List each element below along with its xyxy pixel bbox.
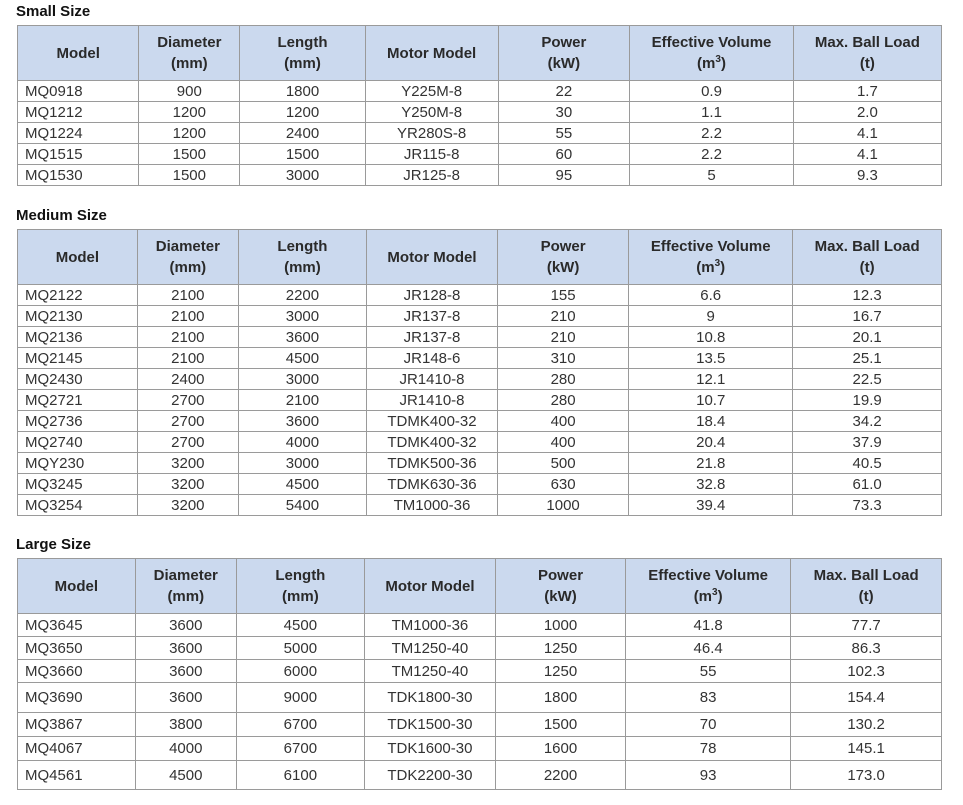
cell-motor-model: TDK1600-30 — [364, 737, 495, 761]
table-row — [18, 144, 942, 165]
cell-max-ball-load: 40.5 — [793, 453, 942, 474]
cell-max-ball-load: 102.3 — [791, 660, 942, 683]
cell-motor-model: Y225M-8 — [365, 81, 498, 102]
cell-power: 280 — [498, 390, 629, 411]
cell-diameter: 2100 — [137, 348, 238, 369]
cell-max-ball-load: 86.3 — [791, 637, 942, 660]
cell-model: MQ2130 — [18, 306, 138, 327]
cell-power: 22 — [498, 81, 630, 102]
cell-length: 4000 — [238, 432, 366, 453]
header-max-ball-load-label: Max. Ball Load — [813, 567, 919, 584]
section-title-small-size: Small Size — [16, 3, 91, 20]
header-power-unit: (kW) — [544, 588, 577, 605]
cell-power: 210 — [498, 327, 629, 348]
cell-power: 310 — [498, 348, 629, 369]
cell-length: 2100 — [238, 390, 366, 411]
cell-max-ball-load: 22.5 — [793, 369, 942, 390]
header-effective-volume — [630, 26, 794, 81]
cell-effective-volume: 10.8 — [629, 327, 793, 348]
cell-effective-volume: 13.5 — [629, 348, 793, 369]
cell-length: 5400 — [238, 495, 366, 516]
table-row — [18, 495, 942, 516]
header-power-label: Power — [541, 34, 587, 51]
cell-max-ball-load: 145.1 — [791, 737, 942, 761]
cell-motor-model: TM1250-40 — [364, 637, 495, 660]
cell-length: 6000 — [236, 660, 364, 683]
cell-effective-volume: 78 — [626, 737, 791, 761]
cell-effective-volume: 70 — [626, 713, 791, 737]
header-max-ball-load — [793, 26, 941, 81]
cell-model: MQ3867 — [18, 713, 136, 737]
header-diameter-label: Diameter — [157, 34, 222, 51]
cell-power: 630 — [498, 474, 629, 495]
header-length — [238, 230, 366, 285]
table-header-row — [18, 26, 942, 81]
cell-motor-model: YR280S-8 — [365, 123, 498, 144]
cell-power: 400 — [498, 411, 629, 432]
cell-motor-model: JR125-8 — [365, 165, 498, 186]
cell-effective-volume: 9 — [629, 306, 793, 327]
table-row — [18, 348, 942, 369]
cell-motor-model: JR148-6 — [366, 348, 497, 369]
cell-model: MQ1530 — [18, 165, 139, 186]
cell-model: MQ3660 — [18, 660, 136, 683]
spec-table-small-size — [17, 25, 942, 186]
cell-diameter: 1500 — [139, 144, 240, 165]
cell-diameter: 3200 — [137, 474, 238, 495]
cell-effective-volume: 83 — [626, 683, 791, 713]
cell-power: 1250 — [495, 660, 625, 683]
cell-length: 4500 — [238, 474, 366, 495]
header-effective-volume — [629, 230, 793, 285]
cell-effective-volume: 18.4 — [629, 411, 793, 432]
unit-suffix: ) — [717, 588, 723, 605]
cell-length: 2200 — [238, 285, 366, 306]
cell-diameter: 3600 — [135, 683, 236, 713]
spec-table-medium-size — [17, 229, 942, 516]
header-diameter-label: Diameter — [155, 238, 220, 255]
unit-prefix: (m — [697, 55, 716, 72]
cell-max-ball-load: 4.1 — [793, 123, 941, 144]
cell-max-ball-load: 73.3 — [793, 495, 942, 516]
unit-exponent: 3 — [715, 54, 721, 65]
header-effective-volume — [626, 559, 791, 614]
cell-motor-model: JR137-8 — [366, 306, 497, 327]
cell-diameter: 3600 — [135, 637, 236, 660]
cell-motor-model: JR1410-8 — [366, 369, 497, 390]
cell-model: MQ2721 — [18, 390, 138, 411]
table-row — [18, 123, 942, 144]
cell-model: MQ3650 — [18, 637, 136, 660]
cell-length: 9000 — [236, 683, 364, 713]
unit-exponent: 3 — [714, 258, 721, 269]
cell-power: 95 — [498, 165, 630, 186]
cell-motor-model: TM1250-40 — [364, 660, 495, 683]
table-row — [18, 369, 942, 390]
table-row — [18, 474, 942, 495]
table-row — [18, 165, 942, 186]
cell-max-ball-load: 77.7 — [791, 614, 942, 637]
cell-power: 500 — [498, 453, 629, 474]
header-max-ball-load-label: Max. Ball Load — [814, 34, 920, 51]
cell-motor-model: Y250M-8 — [365, 102, 498, 123]
table-row — [18, 285, 942, 306]
cell-effective-volume: 1.1 — [630, 102, 794, 123]
header-diameter — [139, 26, 240, 81]
header-effective-volume-label: Effective Volume — [648, 567, 769, 584]
cell-motor-model: TDMK630-36 — [366, 474, 497, 495]
header-diameter-unit: (mm) — [169, 259, 207, 276]
header-effective-volume-unit — [626, 586, 790, 607]
cell-power: 1000 — [495, 614, 625, 637]
cell-power: 60 — [498, 144, 630, 165]
header-power — [495, 559, 625, 614]
cell-diameter: 3200 — [137, 453, 238, 474]
cell-model: MQ2430 — [18, 369, 138, 390]
cell-length: 4500 — [238, 348, 366, 369]
cell-diameter: 2400 — [137, 369, 238, 390]
cell-length: 3000 — [238, 453, 366, 474]
table-row — [18, 327, 942, 348]
header-effective-volume-unit — [630, 53, 793, 74]
table-row — [18, 411, 942, 432]
header-length-unit: (mm) — [284, 259, 321, 276]
table-header-row — [18, 230, 942, 285]
cell-motor-model: TDMK400-32 — [366, 432, 497, 453]
cell-model: MQ0918 — [18, 81, 139, 102]
header-model-label: Model — [55, 248, 100, 266]
cell-diameter: 3200 — [137, 495, 238, 516]
cell-model: MQ1515 — [18, 144, 139, 165]
cell-model: MQ3245 — [18, 474, 138, 495]
cell-max-ball-load: 9.3 — [793, 165, 941, 186]
cell-length: 2400 — [240, 123, 366, 144]
cell-model: MQ1224 — [18, 123, 139, 144]
header-model-label: Model — [54, 577, 99, 595]
header-model-label: Model — [56, 44, 100, 62]
cell-diameter: 3600 — [135, 614, 236, 637]
cell-effective-volume: 20.4 — [629, 432, 793, 453]
header-power-label: Power — [540, 238, 586, 255]
spec-table-large-size — [17, 558, 942, 790]
header-motor-model-label: Motor Model — [387, 44, 477, 62]
cell-effective-volume: 55 — [626, 660, 791, 683]
cell-power: 210 — [498, 306, 629, 327]
cell-length: 1200 — [240, 102, 366, 123]
table-row — [18, 306, 942, 327]
cell-motor-model: TM1000-36 — [366, 495, 497, 516]
unit-prefix: (m — [696, 259, 715, 276]
header-length-label: Length — [275, 567, 326, 584]
cell-effective-volume: 2.2 — [630, 144, 794, 165]
cell-max-ball-load: 19.9 — [793, 390, 942, 411]
cell-motor-model: TDMK400-32 — [366, 411, 497, 432]
table-row — [18, 761, 942, 790]
cell-diameter: 900 — [139, 81, 240, 102]
cell-length: 3000 — [240, 165, 366, 186]
cell-diameter: 4500 — [135, 761, 236, 790]
cell-diameter: 2100 — [137, 306, 238, 327]
cell-length: 3000 — [238, 306, 366, 327]
cell-model: MQ3690 — [18, 683, 136, 713]
cell-length: 1500 — [240, 144, 366, 165]
header-length — [240, 26, 366, 81]
cell-effective-volume: 46.4 — [626, 637, 791, 660]
cell-model: MQ4067 — [18, 737, 136, 761]
header-length-unit: (mm) — [282, 588, 319, 605]
cell-motor-model: TDK1800-30 — [364, 683, 495, 713]
cell-max-ball-load: 154.4 — [791, 683, 942, 713]
header-length-label: Length — [277, 34, 328, 51]
cell-diameter: 3800 — [135, 713, 236, 737]
table-row — [18, 683, 942, 713]
cell-length: 6700 — [236, 713, 364, 737]
cell-diameter: 2100 — [137, 327, 238, 348]
cell-model: MQ4561 — [18, 761, 136, 790]
header-diameter-unit: (mm) — [170, 55, 208, 72]
header-motor-model-label: Motor Model — [387, 248, 477, 266]
cell-effective-volume: 32.8 — [629, 474, 793, 495]
cell-power: 155 — [498, 285, 629, 306]
cell-motor-model: TDK2200-30 — [364, 761, 495, 790]
header-power-unit: (kW) — [547, 55, 581, 72]
cell-model: MQY230 — [18, 453, 138, 474]
cell-motor-model: JR115-8 — [365, 144, 498, 165]
table-row — [18, 614, 942, 637]
cell-power: 1500 — [495, 713, 625, 737]
header-diameter-label: Diameter — [153, 567, 218, 584]
cell-effective-volume: 41.8 — [626, 614, 791, 637]
header-effective-volume-label: Effective Volume — [650, 238, 771, 255]
header-diameter-unit: (mm) — [167, 588, 205, 605]
cell-length: 5000 — [236, 637, 364, 660]
cell-effective-volume: 6.6 — [629, 285, 793, 306]
cell-diameter: 2700 — [137, 432, 238, 453]
cell-power: 1000 — [498, 495, 629, 516]
cell-effective-volume: 93 — [626, 761, 791, 790]
header-motor-model-label: Motor Model — [385, 577, 475, 595]
table-row — [18, 713, 942, 737]
cell-effective-volume: 39.4 — [629, 495, 793, 516]
cell-power: 1600 — [495, 737, 625, 761]
cell-effective-volume: 10.7 — [629, 390, 793, 411]
header-max-ball-load-unit: (t) — [858, 588, 874, 605]
table-header-row — [18, 559, 942, 614]
cell-power: 55 — [498, 123, 630, 144]
cell-motor-model: JR128-8 — [366, 285, 497, 306]
cell-diameter: 4000 — [135, 737, 236, 761]
cell-diameter: 1200 — [139, 102, 240, 123]
cell-motor-model: TDMK500-36 — [366, 453, 497, 474]
cell-power: 400 — [498, 432, 629, 453]
cell-model: MQ2740 — [18, 432, 138, 453]
cell-length: 3600 — [238, 327, 366, 348]
cell-effective-volume: 0.9 — [630, 81, 794, 102]
cell-model: MQ3645 — [18, 614, 136, 637]
header-diameter — [135, 559, 236, 614]
cell-motor-model: TDK1500-30 — [364, 713, 495, 737]
header-length — [236, 559, 364, 614]
header-effective-volume-label: Effective Volume — [651, 34, 772, 51]
cell-max-ball-load: 2.0 — [793, 102, 941, 123]
cell-model: MQ3254 — [18, 495, 138, 516]
cell-length: 1800 — [240, 81, 366, 102]
cell-max-ball-load: 34.2 — [793, 411, 942, 432]
table-row — [18, 102, 942, 123]
section-title-medium-size: Medium Size — [16, 207, 107, 224]
cell-model: MQ1212 — [18, 102, 139, 123]
cell-motor-model: JR1410-8 — [366, 390, 497, 411]
header-diameter — [137, 230, 238, 285]
header-motor-model — [366, 230, 497, 285]
header-length-unit: (mm) — [284, 55, 321, 72]
table-row — [18, 637, 942, 660]
cell-power: 1800 — [495, 683, 625, 713]
cell-diameter: 3600 — [135, 660, 236, 683]
cell-motor-model: JR137-8 — [366, 327, 497, 348]
cell-effective-volume: 2.2 — [630, 123, 794, 144]
header-power — [498, 26, 630, 81]
cell-diameter: 2100 — [137, 285, 238, 306]
cell-power: 1250 — [495, 637, 625, 660]
table-row — [18, 737, 942, 761]
header-power — [498, 230, 629, 285]
cell-diameter: 1200 — [139, 123, 240, 144]
unit-prefix: (m — [693, 588, 713, 605]
cell-effective-volume: 21.8 — [629, 453, 793, 474]
table-row — [18, 660, 942, 683]
unit-suffix: ) — [720, 259, 726, 276]
cell-max-ball-load: 16.7 — [793, 306, 942, 327]
header-max-ball-load-unit: (t) — [859, 55, 875, 72]
header-power-label: Power — [538, 567, 584, 584]
header-model — [18, 26, 139, 81]
header-effective-volume-unit — [629, 257, 792, 278]
cell-length: 6700 — [236, 737, 364, 761]
cell-diameter: 1500 — [139, 165, 240, 186]
header-max-ball-load-unit: (t) — [859, 259, 875, 276]
cell-motor-model: TM1000-36 — [364, 614, 495, 637]
header-length-label: Length — [277, 238, 328, 255]
cell-diameter: 2700 — [137, 390, 238, 411]
cell-max-ball-load: 12.3 — [793, 285, 942, 306]
cell-model: MQ2145 — [18, 348, 138, 369]
table-row — [18, 432, 942, 453]
cell-effective-volume: 5 — [630, 165, 794, 186]
header-max-ball-load — [793, 230, 942, 285]
cell-length: 3600 — [238, 411, 366, 432]
cell-length: 6100 — [236, 761, 364, 790]
cell-max-ball-load: 130.2 — [791, 713, 942, 737]
header-model — [18, 559, 136, 614]
header-model — [18, 230, 138, 285]
cell-max-ball-load: 61.0 — [793, 474, 942, 495]
table-row — [18, 81, 942, 102]
unit-exponent: 3 — [712, 587, 718, 598]
cell-power: 280 — [498, 369, 629, 390]
header-max-ball-load — [791, 559, 942, 614]
cell-max-ball-load: 4.1 — [793, 144, 941, 165]
cell-length: 4500 — [236, 614, 364, 637]
header-motor-model — [365, 26, 498, 81]
header-power-unit: (kW) — [546, 259, 580, 276]
cell-model: MQ2736 — [18, 411, 138, 432]
cell-power: 30 — [498, 102, 630, 123]
cell-max-ball-load: 1.7 — [793, 81, 941, 102]
cell-max-ball-load: 173.0 — [791, 761, 942, 790]
cell-power: 2200 — [495, 761, 625, 790]
cell-max-ball-load: 37.9 — [793, 432, 942, 453]
cell-model: MQ2136 — [18, 327, 138, 348]
header-max-ball-load-label: Max. Ball Load — [814, 238, 920, 255]
cell-diameter: 2700 — [137, 411, 238, 432]
cell-model: MQ2122 — [18, 285, 138, 306]
unit-suffix: ) — [720, 55, 726, 72]
cell-effective-volume: 12.1 — [629, 369, 793, 390]
table-row — [18, 390, 942, 411]
table-row — [18, 453, 942, 474]
section-title-large-size: Large Size — [16, 536, 92, 553]
cell-max-ball-load: 25.1 — [793, 348, 942, 369]
cell-length: 3000 — [238, 369, 366, 390]
cell-max-ball-load: 20.1 — [793, 327, 942, 348]
header-motor-model — [364, 559, 495, 614]
